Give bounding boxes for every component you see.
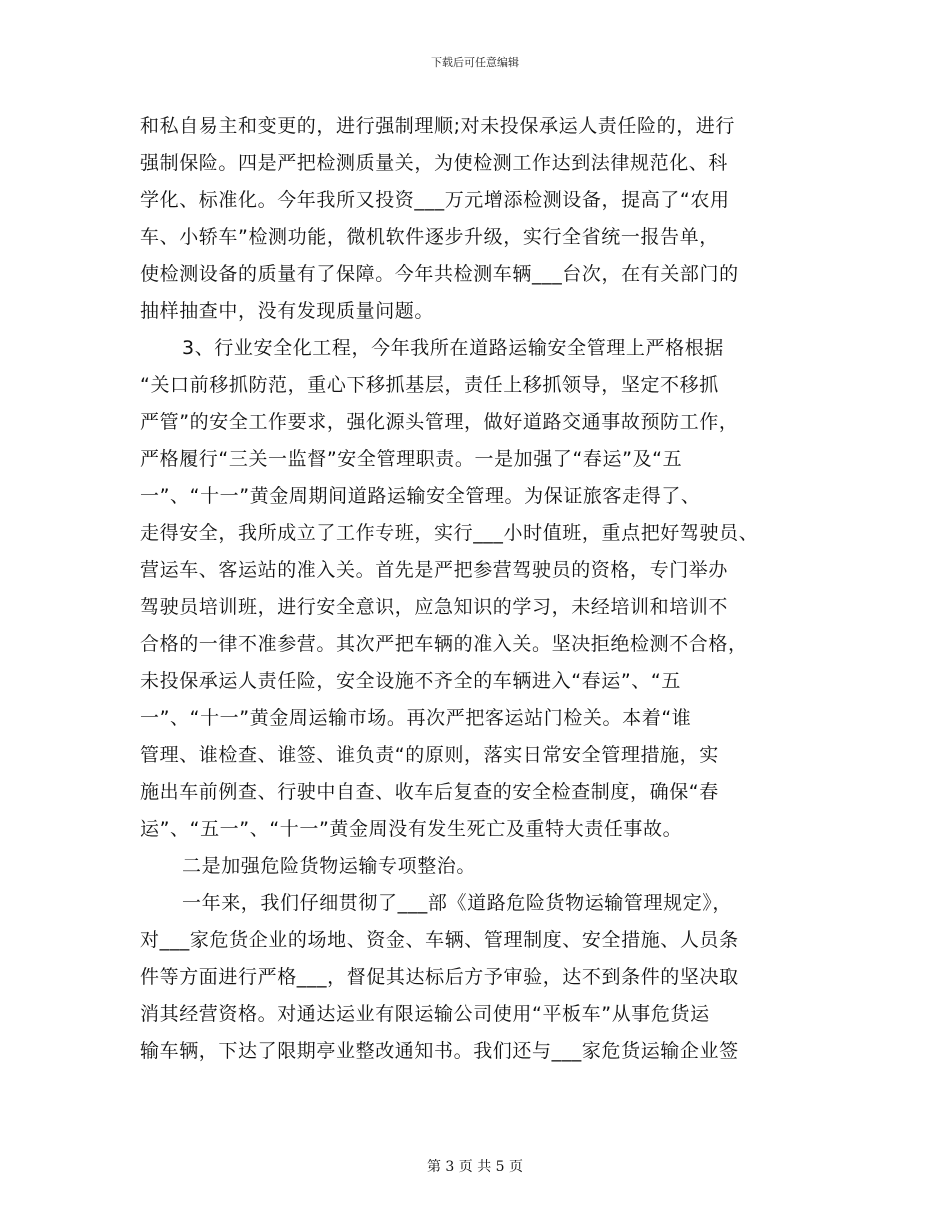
text-line: 和私自易主和变更的，进行强制理顺;对未投保承运人责任险的，进行 — [140, 115, 736, 137]
text-line: 使检测设备的质量有了保障。今年共检测车辆___台次，在有关部门的 — [140, 263, 739, 285]
text-line: 严管”的安全工作要求，强化源头管理，做好道路交通事故预防工作， — [140, 411, 739, 433]
text-line: 件等方面进行严格___，督促其达标后方予审验，达不到条件的坚决取 — [140, 966, 739, 988]
text-line: 车、小轿车”检测功能，微机软件逐步升级，实行全省统一报告单， — [140, 226, 719, 248]
text-line: 输车辆，下达了限期亭业整改通知书。我们还与___家危货运输企业签 — [140, 1040, 739, 1062]
text-line: “关口前移抓防范，重心下移抓基层，责任上移抓领导，坚定不移抓 — [140, 374, 719, 396]
text-line: 抽样抽查中，没有发现质量问题。 — [140, 300, 435, 322]
text-line: 未投保承运人责任险，安全设施不齐全的车辆进入“春运”、“五 — [140, 670, 681, 692]
text-line: 消其经营资格。对通达运业有限运输公司使用“平板车”从事危货运 — [140, 1003, 710, 1025]
text-line: 施出车前例查、行驶中自查、收车后复查的安全检查制度，确保“春 — [140, 781, 719, 803]
text-line: 一”、“十一”黄金周运输市场。再次严把客运站门检关。本着“谁 — [140, 707, 692, 729]
text-line: 走得安全，我所成立了工作专班，实行___小时值班，重点把好驾驶员、 — [140, 522, 759, 544]
text-line: 营运车、客运站的准入关。首先是严把参营驾驶员的资格，专门举办 — [140, 559, 729, 581]
text-line: 运”、“五一”、“十一”黄金周没有发生死亡及重特大责任事故。 — [140, 818, 683, 840]
paragraph-start-line: 3、行业安全化工程，今年我所在道路运输安全管理上严格根据 — [182, 337, 724, 359]
text-line: 对___家危货企业的场地、资金、车辆、管理制度、安全措施、人员条 — [140, 929, 739, 951]
text-line: 驾驶员培训班，进行安全意识，应急知识的学习，未经培训和培训不 — [140, 596, 729, 618]
document-body — [140, 108, 810, 1070]
text-line: 强制保险。四是严把检测质量关，为使检测工作达到法律规范化、科 — [140, 152, 729, 174]
text-line: 管理、谁检查、谁签、谁负责“的原则，落实日常安全管理措施，实 — [140, 744, 719, 766]
text-line: 一”、“十一”黄金周期间道路运输安全管理。为保证旅客走得了、 — [140, 485, 701, 507]
page-header: 下载后可任意编辑 — [431, 56, 519, 69]
text-line: 学化、标准化。今年我所又投资___万元增添检测设备，提高了“农用 — [140, 189, 730, 211]
text-line: 合格的一律不准参营。其次严把车辆的准入关。坚决拒绝检测不合格， — [140, 633, 748, 655]
paragraph-start-line: 一年来，我们仔细贯彻了___部《道路危险货物运输管理规定》， — [182, 892, 733, 914]
paragraph-start-line: 二是加强危险货物运输专项整治。 — [182, 855, 477, 877]
text-line: 严格履行“三关一监督”安全管理职责。一是加强了“春运”及“五 — [140, 448, 683, 470]
page-footer: 第 3 页 共 5 页 — [426, 1159, 524, 1175]
